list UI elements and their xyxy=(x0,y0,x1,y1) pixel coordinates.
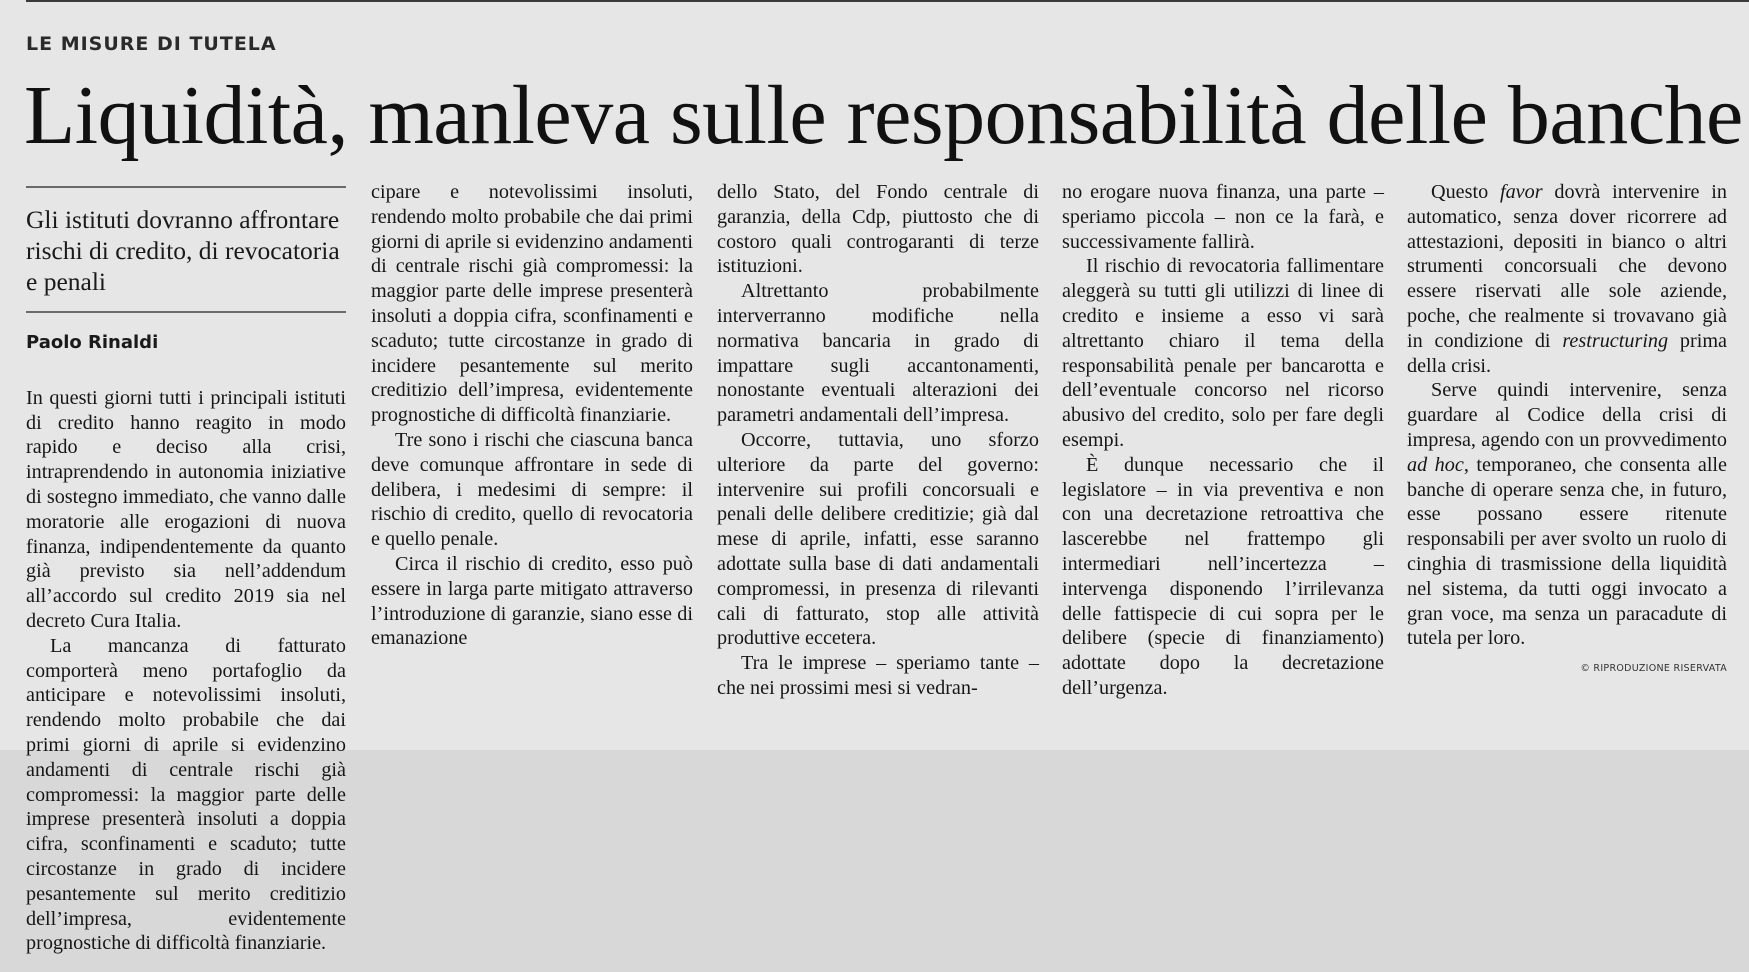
top-rule xyxy=(26,0,1749,2)
copyright-credit: © RIPRODUZIONE RISERVATA xyxy=(1580,663,1727,675)
headline: Liquidità, manleva sulle responsabilità delle banche xyxy=(24,69,1743,162)
column-4 xyxy=(1062,180,1384,701)
text-run: dovrà intervenire in automatico, senza dover ricorrere ad attestazioni, depositi in bianco o altri strumenti concorsuali che devono essere riservati alle sole aziende, poche, che realmente si trovavano già in condizione di xyxy=(1407,181,1727,352)
column-3 xyxy=(717,180,1039,701)
text-run: , temporaneo, che consenta alle banche di operare senza che, in futuro, esse possano essere ritenute responsabili per aver svolto un ruolo di cinghia di trasmissione della liquidità nel sistema, da tutti oggi invocato a gran voce, ma senza un paracadute di tutela per loro. xyxy=(1407,453,1727,650)
paragraph-continued: dello Stato, del Fondo centrale di garanzia, della Cdp, piuttosto che di costoro quali controgaranti di terze istituzioni. xyxy=(717,181,1039,278)
paragraph: È dunque necessario che il legislatore – in via preventiva e non con una decretazione retroattiva che lascerebbe nel frattempo gli intermediari nell’incertezza –intervenga disponendo l’irrilevanza delle fattispecie di cui sopra per le delibere (specie di finanziamento) adottate dopo la decretazione dell’urgenza. xyxy=(1062,453,1384,699)
divider xyxy=(26,311,346,313)
byline: Paolo Rinaldi xyxy=(26,332,159,353)
kicker: LE MISURE DI TUTELA xyxy=(26,33,277,55)
text-run: prima della crisi. xyxy=(1407,329,1727,377)
text-run: Questo xyxy=(1431,181,1500,203)
paragraph: Occorre, tuttavia, uno sforzo ulteriore da parte del governo: intervenire sui profili concorsuali e penali delle delibere creditizie; già dal mese di aprile, infatti, esse saranno adottate sulla base di dati andamentali compromessi, in presenza di rilevanti cali di fatturato, stop alle attività produttive eccetera. xyxy=(717,428,1039,650)
paragraph: In questi giorni tutti i principali istituti di credito hanno reagito in modo rapido e deciso alla crisi, intraprendendo in autonomia iniziative di sostegno immediato, che vanno dalle moratorie alle erogazioni di nuova finanza, indipendentemente da quanto già previsto sia nell’addendum all’accordo sul credito 2019 sia nel decreto Cura Italia. xyxy=(26,386,346,632)
paragraph: Circa il rischio di credito, esso può essere in larga parte mitigato attraverso l’introduzione di garanzie, siano esse di emanazione xyxy=(371,552,693,650)
column-2 xyxy=(371,180,693,651)
text-run: Serve quindi intervenire, senza guardare al Codice della crisi di impresa, agendo con un provvedimento xyxy=(1407,379,1727,451)
column-1 xyxy=(26,186,346,955)
paragraph-continued: cipare e notevolissimi insoluti, rendendo molto probabile che dai primi giorni di aprile si evidenzino andamenti di centrale rischi già compromessi: la maggior parte delle imprese presenterà insoluti a doppia cifra, sconfinamenti e scaduto; tutte circostanze in grado di incidere pesantemente sul merito creditizio dell’impresa, evidentemente prognostiche di difficoltà finanziarie. xyxy=(371,181,693,427)
paragraph: La mancanza di fatturato comporterà meno portafoglio da anticipare e notevolissimi insoluti, rendendo molto probabile che dai primi giorni di aprile si evidenzino andamenti di centrale rischi già compromessi: la maggior parte delle imprese presenterà insoluti a doppia cifra, sconfinamenti e scaduto; tutte circostanze in grado di incidere pesantemente sul merito creditizio dell’impresa, evidentemente prognostiche di difficoltà finanziarie. xyxy=(26,634,346,955)
paragraph xyxy=(1407,180,1727,378)
paragraph: Il rischio di revocatoria fallimentare aleggerà su tutti gli utilizzi di linee di credito e insieme a esso vi sarà altrettanto chiaro il tema della responsabilità penale per bancarotta e dell’eventuale concorso nel ricorso abusivo del credito, solo per fare degli esempi. xyxy=(1062,255,1384,451)
paragraph: Tra le imprese – speriamo tante – che nei prossimi mesi si vedran- xyxy=(717,652,1039,699)
italic-run: restructuring xyxy=(1562,329,1669,352)
column-5 xyxy=(1407,180,1727,682)
italic-run: favor xyxy=(1499,181,1543,203)
paragraph: Altrettanto probabilmente interverranno modifiche nella normativa bancaria in grado di impattare sugli accantonamenti, nonostante eventuali alterazioni dei parametri andamentali dell’impresa. xyxy=(717,280,1039,427)
subheadline: Gli istituti dovranno affrontare rischi di credito, di revocatoria e penali xyxy=(26,205,340,296)
paragraph xyxy=(1407,378,1727,651)
divider xyxy=(26,186,346,188)
paragraph: Tre sono i rischi che ciascuna banca deve comunque affrontare in sede di delibera, i medesimi di sempre: il rischio di credito, quello di revocatoria e quello penale. xyxy=(371,428,693,551)
italic-run: ad hoc xyxy=(1407,453,1464,476)
paragraph-continued: no erogare nuova finanza, una parte – speriamo piccola – non ce la farà, e successivamente fallirà. xyxy=(1062,181,1384,253)
